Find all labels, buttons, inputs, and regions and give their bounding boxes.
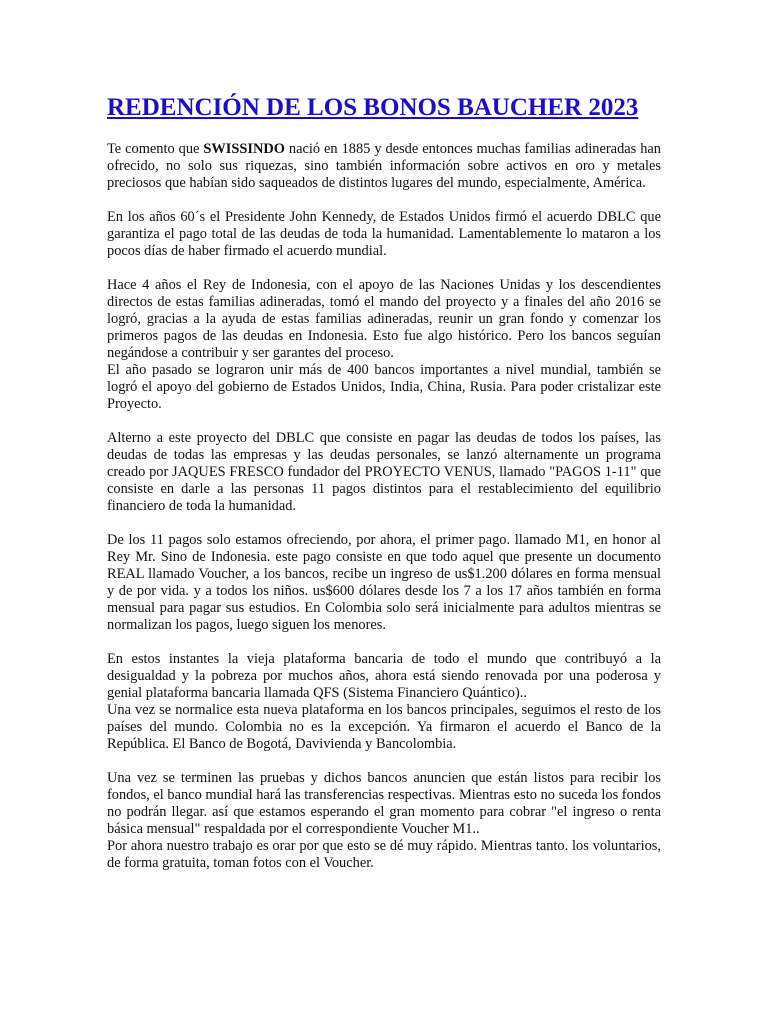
paragraph-swissindo-body: nació en 1885 y desde entonces muchas familias adineradas han ofrecido, no solo sus riquezas, sino también información sobre activos en oro y metales preciosos que habían sido saqueados de distintos lugares del mundo, especialmente, América. xyxy=(107,141,661,191)
paragraph-transfers: Una vez se terminen las pruebas y dichos bancos anuncien que están listos para recibir los fondos, el banco mundial hará las transferencias respectivas. Mientras esto no suceda los fondos no podrán llegar. así que estamos esperando el gran momento para cobrar "el ingreso o renta básica mensual" respaldada por el correspondiente Voucher M1.. xyxy=(107,770,661,837)
document-title-link[interactable]: REDENCIÓN DE LOS BONOS BAUCHER 2023 xyxy=(107,94,639,121)
paragraph-dblc-venus: Alterno a este proyecto del DBLC que consiste en pagar las deudas de todos los países, las deudas de todas las empresas y las deudas personales, se lanzó alternamente un programa creado por JAQUES FRESCO fundador del PROYECTO VENUS, llamado "PAGOS 1-11" que consiste en darle a las personas 11 pagos distintos para el restablecimiento del equilibrio financiero de toda la humanidad. xyxy=(107,430,661,514)
swissindo-bold-name: SWISSINDO xyxy=(203,141,285,157)
paragraph-swissindo xyxy=(107,141,661,192)
paragraph-qfs-platform: En estos instantes la vieja plataforma bancaria de todo el mundo que contribuyó a la desigualdad y la pobreza por muchos años, ahora está siendo renovada por una poderosa y genial plataforma bancaria llamada QFS (Sistema Financiero Quántico).. xyxy=(107,651,661,701)
paragraph-banks-support: El año pasado se lograron unir más de 400 bancos importantes a nivel mundial, también se logró el apoyo del gobierno de Estados Unidos, India, China, Rusia. Para poder cristalizar este Proyecto. xyxy=(107,362,661,412)
paragraph-kennedy: En los años 60´s el Presidente John Kennedy, de Estados Unidos firmó el acuerdo DBLC que garantiza el pago total de las deudas de toda la humanidad. Lamentablemente lo mataron a los pocos días de haber firmado el acuerdo mundial. xyxy=(107,209,661,259)
paragraph-colombia-banks: Una vez se normalice esta nueva plataforma en los bancos principales, seguimos el resto de los países del mundo. Colombia no es la excepción. Ya firmaron el acuerdo el Banco de la República. El Banco de Bogotá, Davivienda y Bancolombia. xyxy=(107,702,661,752)
document-page xyxy=(107,92,661,889)
paragraph-volunteers: Por ahora nuestro trabajo es orar por que esto se dé muy rápido. Mientras tanto. los voluntarios, de forma gratuita, toman fotos con el Voucher. xyxy=(107,838,661,871)
paragraph-indonesia: Hace 4 años el Rey de Indonesia, con el apoyo de las Naciones Unidas y los descendientes directos de estas familias adineradas, tomó el mando del proyecto y a finales del año 2016 se logró, gracias a la ayuda de estas familias adineradas, reunir un gran fondo y comenzar los primeros pagos de las deudas en Indonesia. Esto fue algo histórico. Pero los bancos seguían negándose a contribuir y ser garantes del proceso. xyxy=(107,277,661,361)
paragraph-swissindo-intro: Te comento que xyxy=(107,141,204,157)
paragraph-m1-payment: De los 11 pagos solo estamos ofreciendo, por ahora, el primer pago. llamado M1, en honor al Rey Mr. Sino de Indonesia. este pago consiste en que todo aquel que presente un documento REAL llamado Voucher, a los bancos, recibe un ingreso de us$1.200 dólares en forma mensual y de por vida. y a todos los niños. us$600 dólares desde los 7 a los 17 años también en forma mensual para pagar sus estudios. En Colombia solo será inicialmente para adultos mientras se normalizan los pagos, luego siguen los menores. xyxy=(107,532,661,633)
